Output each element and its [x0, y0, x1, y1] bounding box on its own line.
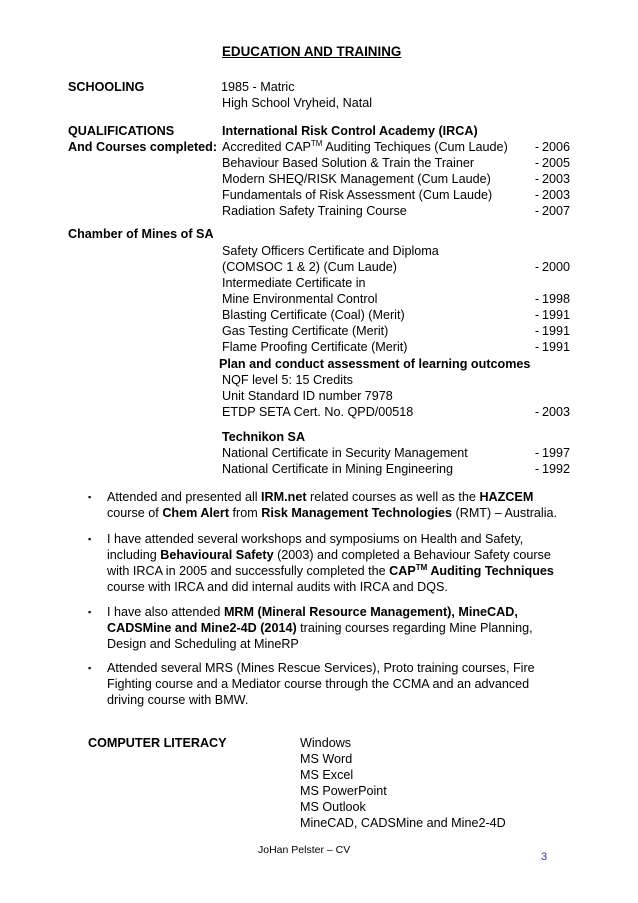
chamber-year: 2000: [542, 260, 571, 274]
dash: -: [534, 462, 540, 476]
courses-completed-label: And Courses completed:: [68, 140, 218, 154]
assessment-line: Unit Standard ID number 7978: [222, 389, 393, 403]
computer-item: MS Outlook: [300, 800, 366, 814]
chamber-year: 1991: [542, 308, 571, 322]
computer-item: MineCAD, CADSMine and Mine2-4D: [300, 816, 506, 830]
dash: -: [534, 140, 540, 154]
schooling-line: 1985 - Matric: [221, 80, 295, 94]
bullet-paragraph: I have attended several workshops and symposiums on Health and Safety, including Behavioural Safety (2003) and completed a Behaviour Safety course with IRCA in 2005 and successfully completed the CAP™ Auditing Techniques course with IRCA and did internal audits with IRCA and DQS.: [107, 532, 554, 594]
technikon-line: National Certificate in Security Management: [222, 446, 468, 460]
chamber-year: 1991: [542, 340, 571, 354]
chamber-line: (COMSOC 1 & 2) (Cum Laude): [222, 260, 397, 274]
dash: -: [534, 260, 540, 274]
bullet-paragraph: Attended several MRS (Mines Rescue Services), Proto training courses, Fire Fighting course and a Mediator course through the CCMA and an advanced driving course with BMW.: [107, 661, 535, 707]
schooling-line: High School Vryheid, Natal: [222, 96, 373, 110]
dash: -: [534, 405, 540, 419]
assessment-heading: Plan and conduct assessment of learning outcomes: [219, 357, 531, 371]
dash: -: [534, 204, 540, 218]
dash: -: [534, 446, 540, 460]
qualification-year: 2003: [542, 188, 571, 202]
chamber-line: Gas Testing Certificate (Merit): [222, 324, 389, 338]
dash: -: [534, 308, 540, 322]
technikon-line: National Certificate in Mining Engineering: [222, 462, 454, 476]
technikon-heading: Technikon SA: [222, 430, 306, 444]
qualification-item: Fundamentals of Risk Assessment (Cum Laude): [222, 188, 493, 202]
computer-item: Windows: [300, 736, 352, 750]
computer-literacy-label: COMPUTER LITERACY: [88, 736, 227, 750]
chamber-year: 1991: [542, 324, 571, 338]
chamber-line: Intermediate Certificate in: [222, 276, 366, 290]
dash: -: [534, 324, 540, 338]
technikon-year: 1992: [542, 462, 571, 476]
bullet-square-icon: ▪: [88, 492, 92, 502]
qualification-item: Behaviour Based Solution & Train the Trainer: [222, 156, 475, 170]
irca-heading: International Risk Control Academy (IRCA): [222, 124, 478, 138]
computer-item: MS PowerPoint: [300, 784, 387, 798]
chamber-line: Blasting Certificate (Coal) (Merit): [222, 308, 405, 322]
bullet-paragraph: Attended and presented all IRM.net related courses as well as the HAZCEM course of Chem Alert from Risk Management Technologies (RMT) – Australia.: [107, 490, 557, 520]
chamber-line: Flame Proofing Certificate (Merit): [222, 340, 408, 354]
dash: -: [534, 340, 540, 354]
assessment-line: NQF level 5: 15 Credits: [222, 373, 353, 387]
computer-item: MS Excel: [300, 768, 354, 782]
dash: -: [534, 172, 540, 186]
chamber-label: Chamber of Mines of SA: [68, 227, 214, 241]
page-number: 3: [541, 851, 548, 863]
assessment-year: 2003: [542, 405, 571, 419]
chamber-line: Safety Officers Certificate and Diploma: [222, 244, 439, 258]
qualification-item: Modern SHEQ/RISK Management (Cum Laude): [222, 172, 491, 186]
qualifications-label: QUALIFICATIONS: [68, 124, 175, 138]
qualification-year: 2005: [542, 156, 571, 170]
assessment-line: ETDP SETA Cert. No. QPD/00518: [222, 405, 414, 419]
qualification-year: 2007: [542, 204, 571, 218]
dash: -: [534, 188, 540, 202]
bullet-paragraph: I have also attended MRM (Mineral Resource Management), MineCAD, CADSMine and Mine2-4D (2014) training courses regarding Mine Planning, Design and Scheduling at MineRP: [107, 605, 533, 651]
schooling-label: SCHOOLING: [68, 80, 145, 94]
bullet-square-icon: ▪: [88, 534, 92, 544]
computer-item: MS Word: [300, 752, 353, 766]
chamber-line: Mine Environmental Control: [222, 292, 378, 306]
chamber-year: 1998: [542, 292, 571, 306]
qualification-item: Radiation Safety Training Course: [222, 204, 407, 218]
dash: -: [534, 156, 540, 170]
page-title: EDUCATION AND TRAINING: [222, 44, 402, 59]
technikon-year: 1997: [542, 446, 571, 460]
dash: -: [534, 292, 540, 306]
footer-name: JoHan Pelster – CV: [258, 844, 351, 856]
qualification-year: 2003: [542, 172, 571, 186]
qualification-item: Accredited CAP™ Auditing Techiques (Cum Laude): [222, 139, 508, 154]
bullet-square-icon: ▪: [88, 607, 92, 617]
qualification-year: 2006: [542, 140, 571, 154]
bullet-square-icon: ▪: [88, 663, 92, 673]
